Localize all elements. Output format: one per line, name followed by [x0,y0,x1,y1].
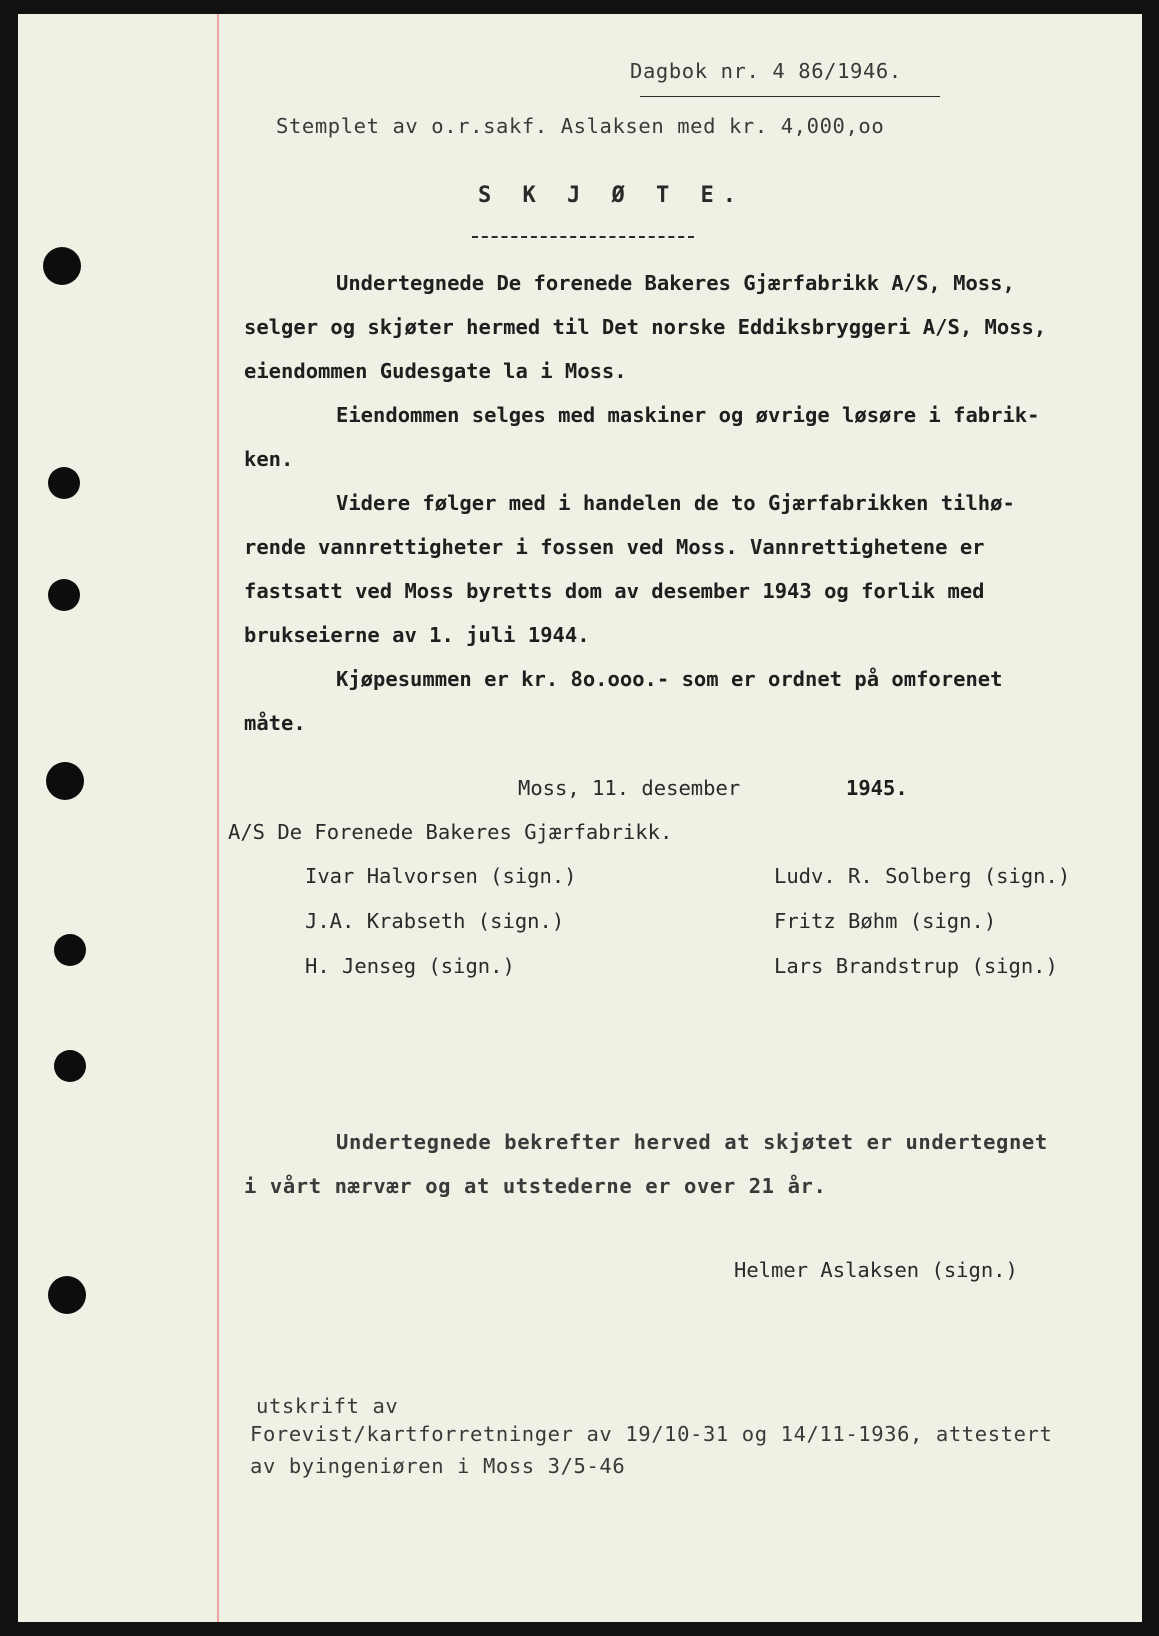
document-title: S K J Ø T E. [478,183,745,208]
witness-line-1: Undertegnede bekrefter herved at skjøtet er undertegnet [336,1130,1048,1154]
punch-hole-5 [54,934,86,966]
signature-left-3: H. Jenseg (sign.) [305,954,515,978]
body-line-8: fastsatt ved Moss byretts dom av desember 1943 og forlik med [244,579,985,603]
signature-right-3: Lars Brandstrup (sign.) [774,954,1058,978]
punch-hole-7 [48,1276,86,1314]
witness-signer: Helmer Aslaksen (sign.) [734,1258,1018,1282]
dagbok-number: Dagbok nr. 4 86/1946. [630,59,902,83]
body-line-4: Eiendommen selges med maskiner og øvrige løsøre i fabrik- [336,403,1040,427]
body-line-6: Videre følger med i handelen de to Gjærfabrikken tilhø- [336,491,1015,515]
footer-line-3: av byingeniøren i Moss 3/5-46 [250,1454,626,1478]
company-name: A/S De Forenede Bakeres Gjærfabrikk. [228,820,673,844]
signature-right-2: Fritz Bøhm (sign.) [774,909,997,933]
body-line-1: Undertegnede De forenede Bakeres Gjærfabrikk A/S, Moss, [336,271,1015,295]
punch-hole-4 [46,762,84,800]
body-line-7: rende vannrettigheter i fossen ved Moss. Vannrettighetene er [244,535,985,559]
dagbok-underline [640,96,940,97]
body-line-3: eiendommen Gudesgate la i Moss. [244,359,627,383]
date-year: 1945. [846,776,908,800]
punch-hole-1 [43,247,81,285]
date-place: Moss, 11. desember [518,776,741,800]
signature-left-1: Ivar Halvorsen (sign.) [305,864,577,888]
footer-line-2: Forevist/kartforretninger av 19/10-31 og 14/11-1936, attestert [250,1422,1053,1446]
margin-line [217,14,219,1622]
punch-hole-3 [48,579,80,611]
signature-right-1: Ludv. R. Solberg (sign.) [774,864,1071,888]
body-line-2: selger og skjøter hermed til Det norske Eddiksbryggeri A/S, Moss, [244,315,1047,339]
title-underline [472,236,694,238]
body-line-11: måte. [244,711,306,735]
body-line-5: ken. [244,447,294,471]
body-line-9: brukseierne av 1. juli 1944. [244,623,590,647]
footer-line-1: utskrift av [256,1394,399,1418]
signature-left-2: J.A. Krabseth (sign.) [305,909,565,933]
punch-hole-2 [48,467,80,499]
witness-line-2: i vårt nærvær og at utstederne er over 21 år. [244,1174,827,1198]
body-line-10: Kjøpesummen er kr. 8o.ooo.- som er ordnet på omforenet [336,667,1003,691]
stamp-line: Stemplet av o.r.sakf. Aslaksen med kr. 4,000,oo [276,114,885,138]
punch-hole-6 [54,1050,86,1082]
document-page [18,14,1142,1622]
